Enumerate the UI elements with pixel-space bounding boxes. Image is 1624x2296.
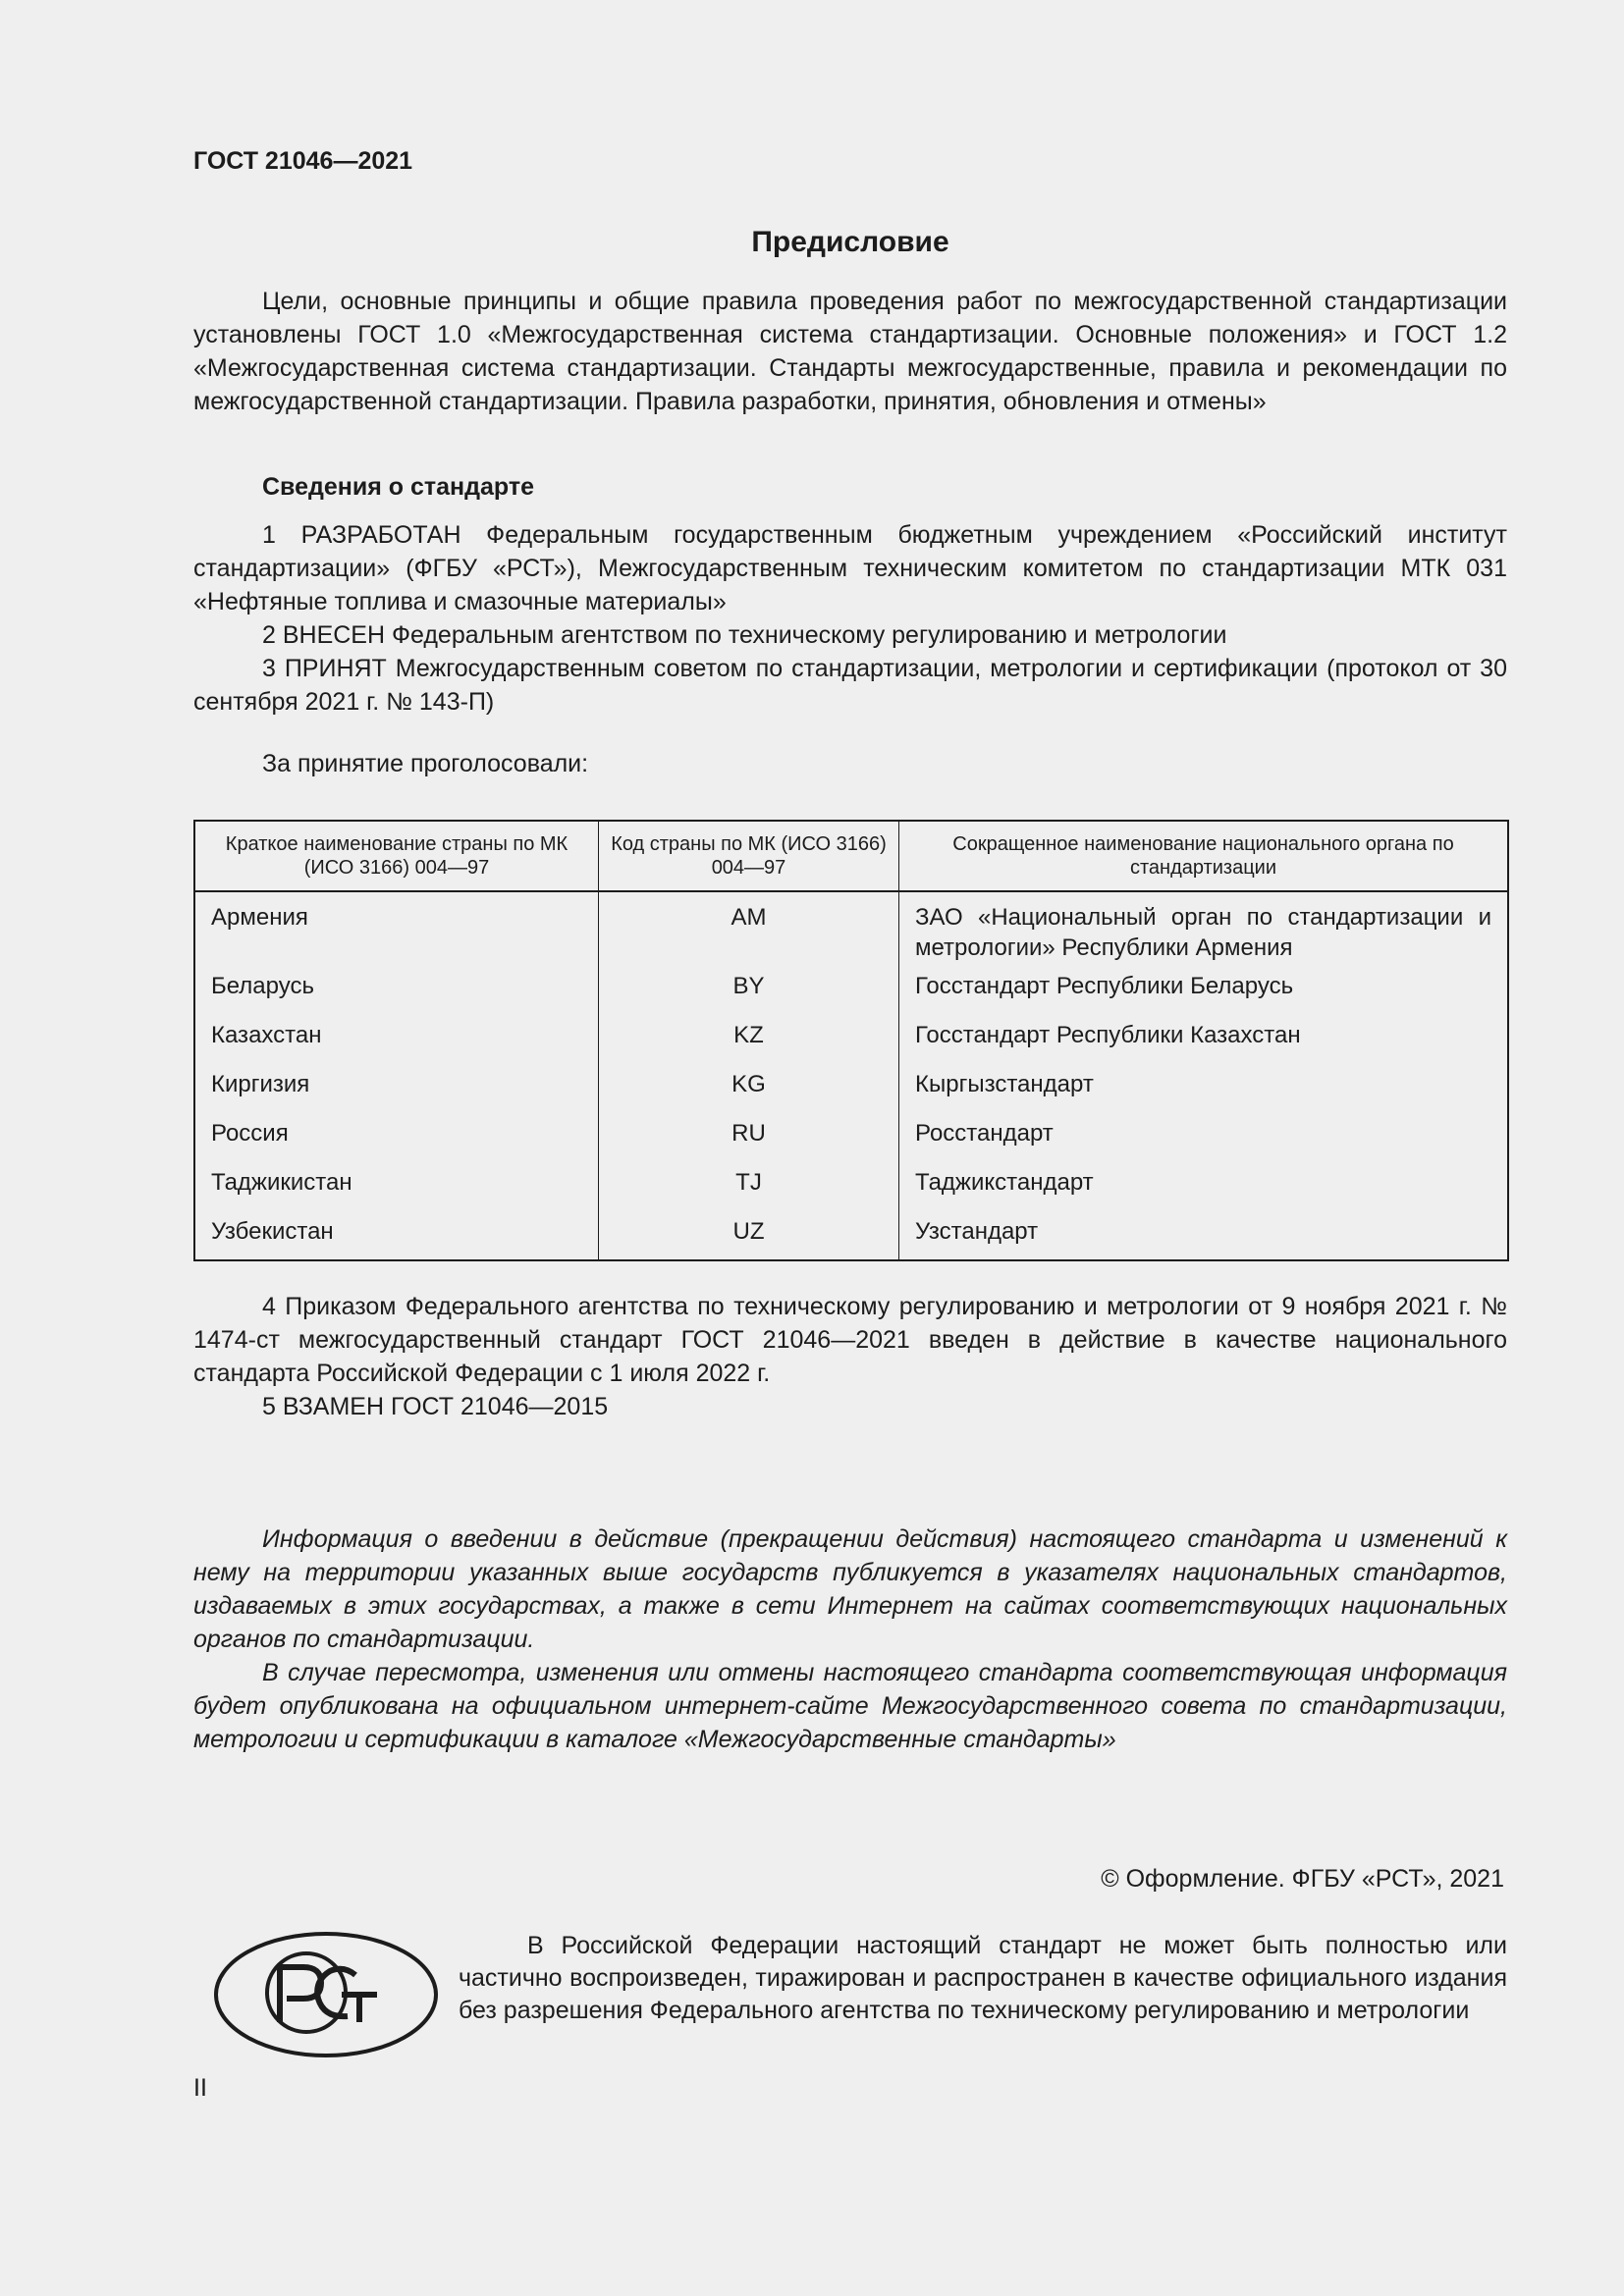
national-body-cell: Узстандарт (899, 1216, 1509, 1260)
table-row (194, 1069, 1508, 1118)
country-cell: Узбекистан (194, 1216, 599, 1260)
document-code: ГОСТ 21046—2021 (193, 147, 413, 175)
standard-info-heading: Сведения о стандарте (262, 473, 535, 501)
code-cell: RU (599, 1118, 899, 1167)
code-cell: TJ (599, 1167, 899, 1216)
national-body-cell: Таджикстандарт (899, 1167, 1509, 1216)
header-country: Краткое наименование страны по МК (ИСО 3166) 004—97 (194, 821, 599, 891)
pct-certification-mark-icon (208, 1926, 444, 2063)
voted-label: За принятие проголосовали: (262, 750, 589, 777)
rights-notice: В Российской Федерации настоящий стандарт не может быть полностью или частично воспроизведен, тиражирован и распространен в качестве официального издания без разрешения Федерального агентства по техническому регулированию и метрологии (459, 1932, 1507, 2024)
table-header-row (194, 821, 1508, 891)
national-body-cell: Росстандарт (899, 1118, 1509, 1167)
notice-introduction: Информация о введении в действие (прекращении действия) настоящего стандарта и изменений к нему на территории указанных выше государств публикуется в указателях национальных стандартов, издаваемых в этих государствах, а также в сети Интернет на сайтах соответствующих национальных органов по стандартизации. (193, 1525, 1507, 1653)
table-row (194, 891, 1508, 971)
table-row (194, 1020, 1508, 1069)
item-developed: 1 РАЗРАБОТАН Федеральным государственным бюджетным учреждением «Российский институт стандартизации» (ФГБУ «РСТ»), Межгосударственным техническим комитетом по стандартизации МТК 031 «Нефтяные топлива и смазочные материалы» (193, 521, 1507, 615)
code-cell: AM (599, 891, 899, 971)
code-cell: BY (599, 971, 899, 1020)
header-national-body: Сокращенное наименование национального органа по стандартизации (899, 821, 1509, 891)
national-body-cell: Госстандарт Республики Казахстан (899, 1020, 1509, 1069)
page-title: Предисловие (751, 226, 949, 258)
header-code: Код страны по МК (ИСО 3166) 004—97 (599, 821, 899, 891)
national-body-cell: ЗАО «Национальный орган по стандартизации и метрологии» Республики Армения (899, 891, 1509, 971)
country-cell: Киргизия (194, 1069, 599, 1118)
country-cell: Таджикистан (194, 1167, 599, 1216)
code-cell: KG (599, 1069, 899, 1118)
national-body-cell: Госстандарт Республики Беларусь (899, 971, 1509, 1020)
country-cell: Россия (194, 1118, 599, 1167)
country-cell: Беларусь (194, 971, 599, 1020)
item-enacted: 4 Приказом Федерального агентства по техническому регулированию и метрологии от 9 ноября 2021 г. № 1474-ст межгосударственный стандарт ГОСТ 21046—2021 введен в действие в качестве национального стандарта Российской Федерации с 1 июля 2022 г. (193, 1293, 1507, 1387)
item-replaces: 5 ВЗАМЕН ГОСТ 21046—2015 (262, 1393, 609, 1420)
intro-paragraph: Цели, основные принципы и общие правила проведения работ по межгосударственной стандартизации установлены ГОСТ 1.0 «Межгосударственная система стандартизации. Основные положения» и ГОСТ 1.2 «Межгосударственная система стандартизации. Стандарты межгосударственные, правила и рекомендации по межгосударственной стандартизации. Правила разработки, принятия, обновления и отмены» (193, 288, 1507, 415)
voting-countries-table (193, 820, 1509, 1261)
code-cell: UZ (599, 1216, 899, 1260)
notice-revision: В случае пересмотра, изменения или отмены настоящего стандарта соответствующая информация будет опубликована на официальном интернет-сайте Межгосударственного совета по стандартизации, метрологии и сертификации в каталоге «Межгосударственные стандарты» (193, 1659, 1507, 1753)
table-row (194, 971, 1508, 1020)
item-adopted: 3 ПРИНЯТ Межгосударственным советом по стандартизации, метрологии и сертификации (протокол от 30 сентября 2021 г. № 143-П) (193, 655, 1507, 716)
table-row (194, 1118, 1508, 1167)
table-row (194, 1216, 1508, 1260)
page-number: II (193, 2074, 207, 2102)
copyright-line: © Оформление. ФГБУ «РСТ», 2021 (1101, 1865, 1504, 1893)
country-cell: Казахстан (194, 1020, 599, 1069)
table-row (194, 1167, 1508, 1216)
code-cell: KZ (599, 1020, 899, 1069)
national-body-cell: Кыргызстандарт (899, 1069, 1509, 1118)
item-submitted: 2 ВНЕСЕН Федеральным агентством по техническому регулированию и метрологии (262, 621, 1227, 649)
country-cell: Армения (194, 891, 599, 971)
